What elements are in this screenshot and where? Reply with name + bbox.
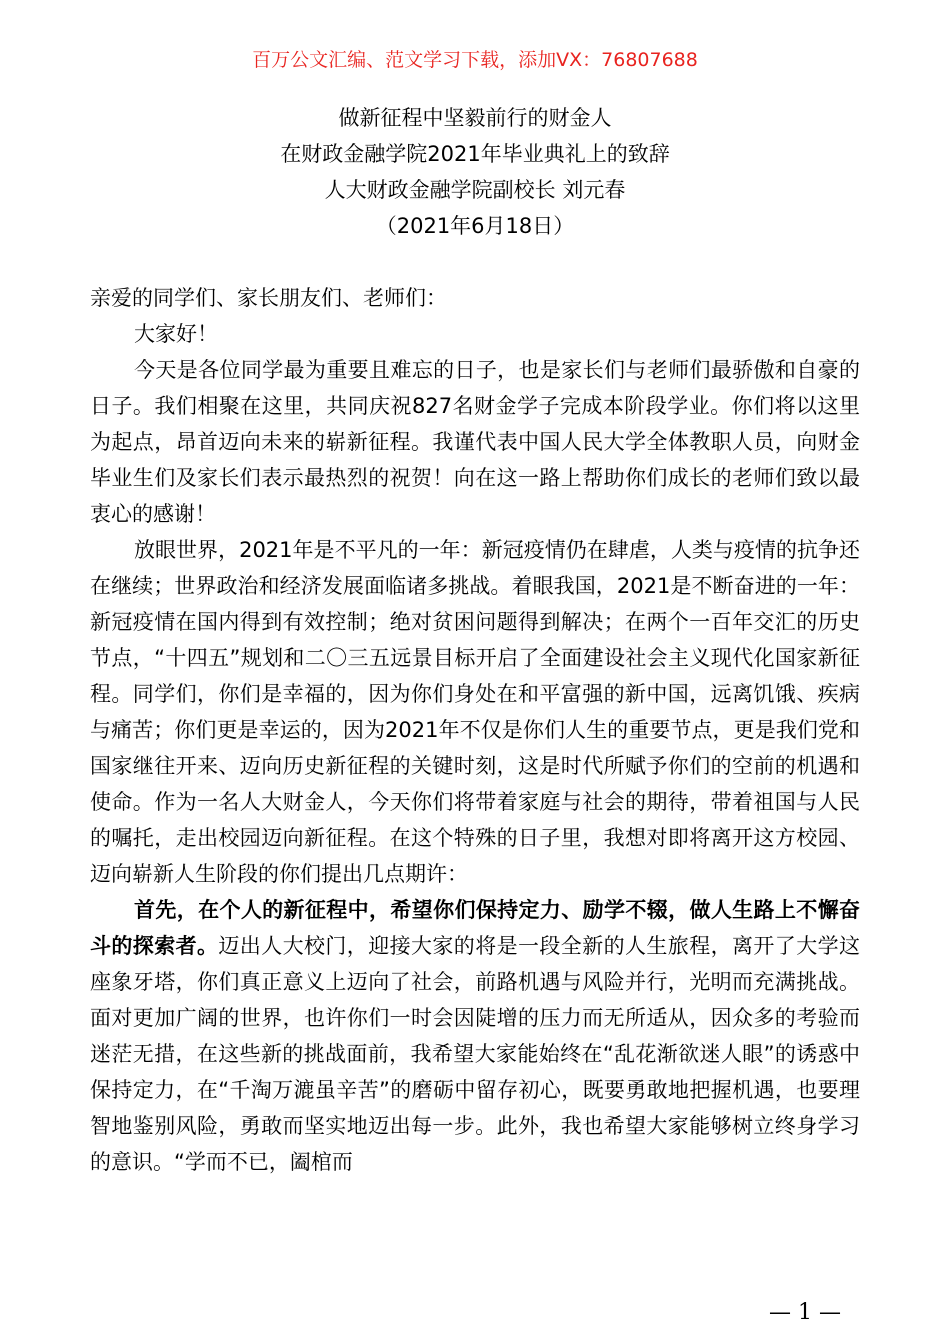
greeting: 大家好！	[134, 322, 218, 346]
paragraph-1: 今天是各位同学最为重要且难忘的日子，也是家长们与老师们最骄傲和自豪的日子。我们相聚在这里，共同庆祝827名财金学子完成本阶段学业。你们将以这里为起点，昂首迈向未来的崭新征程。我谨代表中国人民大学全体教职人员，向财金毕业生们及家长们表示最热烈的祝贺！向在这一路上帮助你们成长的老师们致以最衷心的感谢！	[90, 358, 860, 526]
paragraph-3-lead: 首先，在个人的新征程中，希望你们保持定力、励学不辍，做人生路上不懈奋斗的探索者。	[90, 898, 860, 958]
salutation: 亲爱的同学们、家长朋友们、老师们：	[90, 286, 447, 310]
title-block	[0, 100, 950, 244]
speech-body	[90, 280, 860, 1180]
page-number: — 1 —	[769, 1300, 841, 1325]
promo-banner: 百万公文汇编、范文学习下载，添加VX：76807688	[252, 49, 698, 71]
paragraph-3-text: 迈出人大校门，迎接大家的将是一段全新的人生旅程，离开了大学这座象牙塔，你们真正意义上迈向了社会，前路机遇与风险并行，光明而充满挑战。面对更加广阔的世界，也许你们一时会因陡增的压力而无所适从，因众多的考验而迷茫无措，在这些新的挑战面前，我希望大家能始终在“乱花渐欲迷人眼”的诱惑中保持定力，在“千淘万漉虽辛苦”的磨砺中留存初心，既要勇敢地把握机遇，也要理智地鉴别风险，勇敢而坚实地迈出每一步。此外，我也希望大家能够树立终身学习的意识。“学而不已，阖棺而	[90, 934, 861, 1174]
speech-title: 做新征程中坚毅前行的财金人	[338, 106, 612, 130]
speech-subtitle: 在财政金融学院2021年毕业典礼上的致辞	[280, 142, 670, 166]
speaker-line: 人大财政金融学院副校长 刘元春	[324, 178, 626, 202]
paragraph-3	[90, 892, 860, 1180]
speech-date: （2021年6月18日）	[375, 214, 575, 238]
paragraph-2: 放眼世界，2021年是不平凡的一年：新冠疫情仍在肆虐，人类与疫情的抗争还在继续；世界政治和经济发展面临诸多挑战。着眼我国，2021是不断奋进的一年：新冠疫情在国内得到有效控制；绝对贫困问题得到解决；在两个一百年交汇的历史节点，“十四五”规划和二〇三五远景目标开启了全面建设社会主义现代化国家新征程。同学们，你们是幸福的，因为你们身处在和平富强的新中国，远离饥饿、疾病与痛苦；你们更是幸运的，因为2021年不仅是你们人生的重要节点，更是我们党和国家继往开来、迈向历史新征程的关键时刻，这是时代所赋予你们的空前的机遇和使命。作为一名人大财金人，今天你们将带着家庭与社会的期待，带着祖国与人民的嘱托，走出校园迈向新征程。在这个特殊的日子里，我想对即将离开这方校园、迈向崭新人生阶段的你们提出几点期许：	[90, 538, 860, 886]
